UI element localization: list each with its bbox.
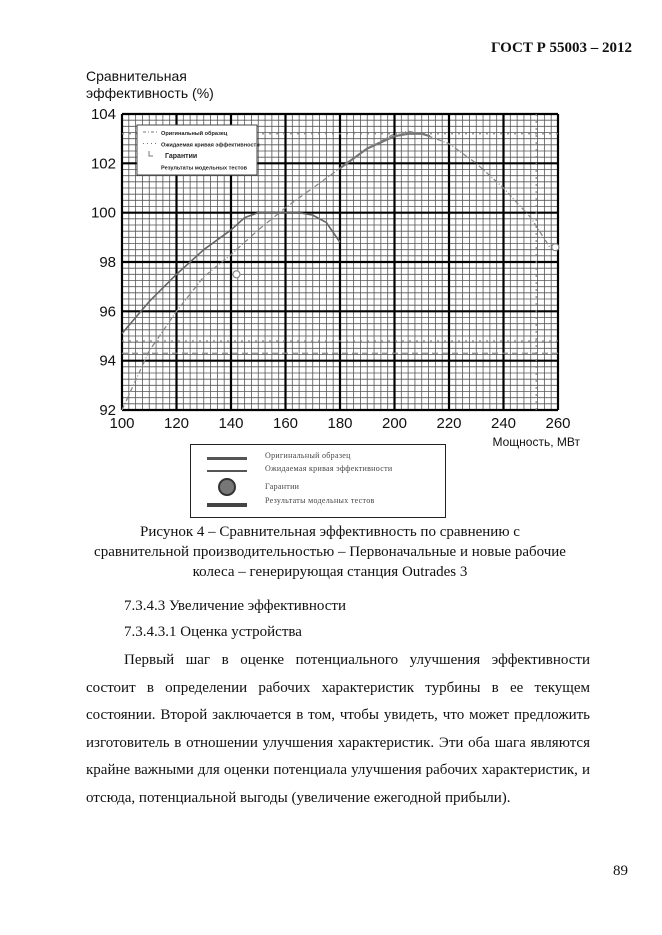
inner-legend-label: Оригинальный образец: [161, 131, 228, 137]
x-tick-label: 240: [490, 415, 517, 432]
x-axis-title: Мощность, МВт: [492, 435, 580, 449]
x-tick-label: 220: [436, 415, 462, 432]
y-tick-label: 92: [99, 402, 116, 419]
section-heading-7-3-4-3: 7.3.4.3 Увеличение эффективности: [124, 598, 347, 614]
x-tick-label: 160: [272, 415, 299, 432]
efficiency-chart: [0, 0, 662, 460]
circle-marker-icon: [218, 478, 236, 496]
guarantee-marker-icon: [552, 244, 559, 251]
y-axis-title-line2: эффективность (%): [86, 85, 214, 101]
x-tick-label: 140: [218, 415, 244, 432]
figure-legend-box: [190, 444, 446, 518]
legend-item-expected: Ожидаемая кривая эффективности: [191, 464, 445, 478]
y-tick-label: 94: [99, 352, 116, 370]
inner-legend-label: Гарантии: [165, 153, 198, 160]
inner-legend-label: Ожидаемая кривая эффективности: [161, 142, 260, 149]
figure-caption: Рисунок 4 – Сравнительная эффективность по сравнению с сравнительной производительностью – Первоначальные и новые рабочие колеса – генерирующая станция Outrades 3: [94, 524, 566, 580]
x-tick-label: 120: [163, 415, 190, 432]
thick-line-swatch-icon: [207, 457, 247, 460]
legend-item-guarantee: Гарантии: [191, 482, 445, 496]
legend-item-model-tests: Результаты модельных тестов: [191, 496, 445, 510]
section-heading-7-3-4-3-1: 7.3.4.3.1 Оценка устройства: [124, 624, 302, 640]
y-tick-label: 96: [99, 303, 116, 321]
x-tick-label: 260: [545, 415, 571, 432]
guarantee-marker-icon: [233, 271, 240, 278]
document-header-code: ГОСТ Р 55003 – 2012: [490, 40, 632, 56]
y-tick-label: 102: [90, 155, 116, 173]
y-tick-label: 98: [99, 254, 116, 271]
thick-line-swatch-icon: [207, 503, 247, 507]
y-tick-label: 104: [90, 106, 116, 123]
legend-item-original: Оригинальный образец: [191, 451, 445, 465]
y-axis-title-line1: Сравнительная: [86, 68, 187, 84]
page-number: 89: [613, 863, 628, 879]
x-tick-label: 180: [327, 415, 353, 432]
inner-legend-label: Результаты модельных тестов: [161, 165, 248, 172]
x-tick-label: 100: [109, 415, 135, 432]
y-tick-label: 100: [90, 204, 116, 222]
thin-line-swatch-icon: [207, 470, 247, 472]
body-paragraph: Первый шаг в оценке потенциального улучшения эффективности состоит в определении рабочих характеристик турбины в ее текущем состоянии. Второй заключается в том, чтобы увидеть, что может предложить изготовитель в отношении улучшения характеристик. Эти оба шага являются крайне важными для оценки потенциала улучшения рабочих характеристик, и отсюда, потенциальной выгоды (увеличение ежегодной прибыли).: [86, 652, 590, 806]
x-tick-label: 200: [381, 415, 408, 432]
